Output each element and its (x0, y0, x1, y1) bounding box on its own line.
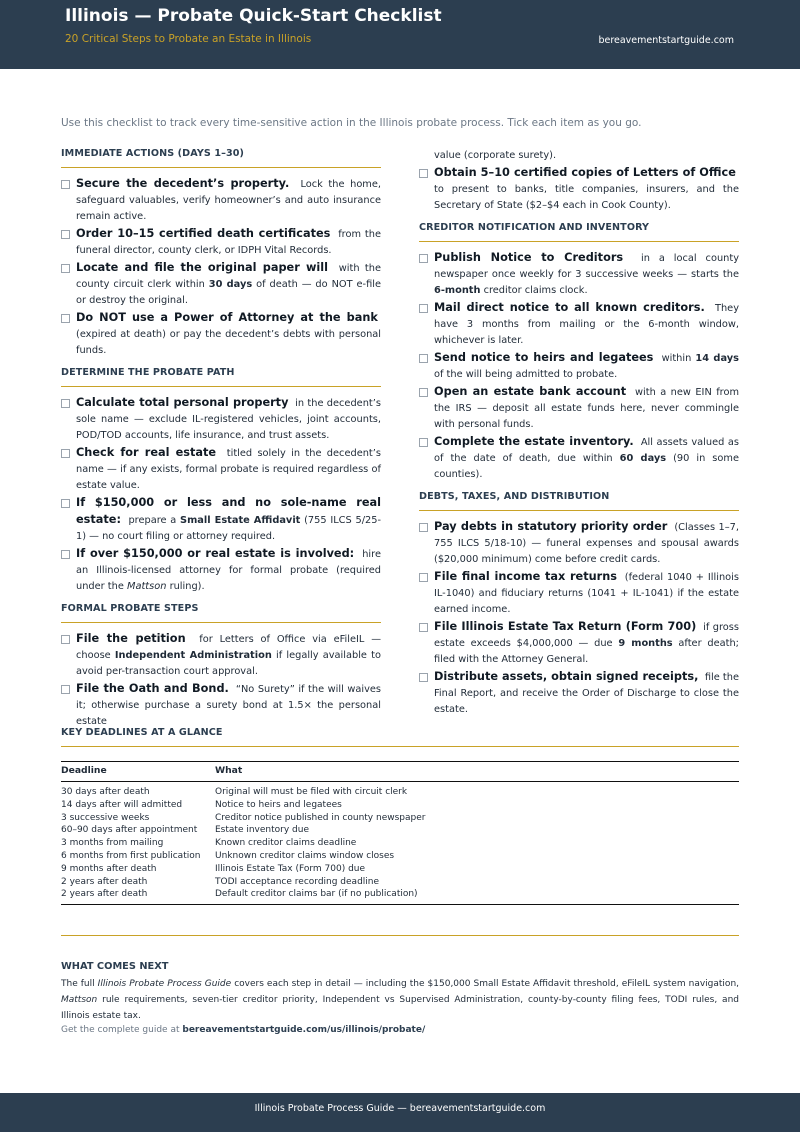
checkbox[interactable] (61, 550, 70, 559)
deadline-cell: 60–90 days after appointment (61, 825, 198, 836)
item-lead: Complete the estate inventory. (434, 435, 634, 448)
item-text: in the decedent’s sole name — exclude IL-registered vehicles, joint accounts, POD/TOD accounts, life insurance, and trust assets. (76, 398, 381, 441)
deadlines-table (61, 761, 739, 905)
item-lead: File final income tax returns (434, 570, 617, 583)
item-emphasis: 14 days (695, 353, 739, 364)
section-heading-path: DETERMINE THE PROBATE PATH (61, 367, 381, 387)
checklist-debts (419, 519, 739, 718)
page-footer (0, 1093, 800, 1132)
what-cell: TODI acceptance recording deadline (215, 876, 380, 887)
what-cell: Creditor notice published in county newspaper (215, 812, 426, 823)
item-text: They have 3 months from mailing or the 6-month window, whichever is later. (434, 303, 740, 346)
item-lead: Check for real estate (76, 446, 217, 459)
what-cell: Illinois Estate Tax (Form 700) due (215, 863, 366, 874)
checklist-item (61, 546, 381, 595)
item-lead: Obtain 5–10 certified copies of Letters of Office (434, 166, 736, 179)
checkbox[interactable] (419, 438, 428, 447)
item-emphasis: Small Estate Affidavit (180, 515, 301, 526)
section-heading-creditor: CREDITOR NOTIFICATION AND INVENTORY (419, 222, 739, 242)
item-emphasis: 9 months (618, 638, 673, 649)
item-emphasis: 6-month (434, 285, 481, 296)
checklist-item (419, 619, 739, 668)
item-text: with the county circuit clerk within (76, 263, 381, 290)
checklist-item (419, 519, 739, 568)
page-header (0, 0, 800, 69)
guide-title: Illinois Probate Process Guide (97, 979, 232, 989)
item-lead: Mail direct notice to all known creditors. (434, 301, 705, 314)
table-row (61, 812, 739, 825)
what-cell: Default creditor claims bar (if no publication) (215, 888, 739, 904)
checklist-formal-continued (419, 165, 739, 214)
item-text: of the will being admitted to probate. (434, 369, 618, 380)
item-text: with a new EIN from the IRS — deposit all estate funds here, never commingle with personal funds. (434, 387, 740, 430)
checklist-item (419, 300, 739, 349)
item-text: to present to banks, title companies, insurers, and the Secretary of State ($2–$4 each in Cook County). (434, 184, 739, 211)
checkbox[interactable] (61, 499, 70, 508)
next-text: The full (61, 979, 98, 989)
next-link-line (61, 1025, 739, 1035)
item-lead: Order 10–15 certified death certificates (76, 227, 331, 240)
what-cell: Estate inventory due (215, 825, 309, 836)
table-row (61, 782, 739, 799)
item-text: “No Surety” if the will waives it; otherwise purchase a surety bond at 1.5× the personal estate (76, 684, 381, 727)
checkbox[interactable] (419, 304, 428, 313)
checkbox[interactable] (61, 685, 70, 694)
checklist-item (61, 395, 381, 444)
item-lead: Open an estate bank account (434, 385, 627, 398)
intro-text: Use this checklist to track every time-sensitive action in the Illinois probate process. Tick each item as you go. (61, 117, 642, 129)
right-column (419, 148, 739, 719)
item-text: within (661, 353, 696, 364)
checklist-item (61, 495, 381, 545)
checkbox[interactable] (419, 673, 428, 682)
checklist-item (419, 569, 739, 618)
checkbox[interactable] (419, 523, 428, 532)
item-lead: Distribute assets, obtain signed receipts, (434, 670, 699, 683)
section-heading-formal: FORMAL PROBATE STEPS (61, 603, 381, 623)
checklist-item (61, 260, 381, 309)
item-text: after death; filed with the Attorney General. (434, 638, 739, 665)
checkbox[interactable] (419, 169, 428, 178)
continued-text: value (corporate surety). (434, 150, 557, 161)
link-lead-text: Get the complete guide at (61, 1025, 183, 1035)
item-lead: Publish Notice to Creditors (434, 251, 624, 264)
item-lead: Do NOT use a Power of Attorney at the bank (76, 311, 378, 324)
item-text: in a local county newspaper once weekly for 3 successive weeks — starts the (434, 253, 739, 280)
what-cell: Notice to heirs and legatees (215, 799, 342, 810)
what-comes-next (61, 961, 739, 1035)
item-lead: Send notice to heirs and legatees (434, 351, 654, 364)
checklist-formal (61, 631, 381, 730)
item-text: (755 ILCS 5/25-1) — no court filing or attorney required. (76, 515, 382, 542)
item-text: hire an Illinois-licensed attorney for formal probate (required under the (76, 549, 381, 592)
deadline-cell: 6 months from first publication (61, 850, 201, 861)
item-emphasis: Independent Administration (114, 650, 272, 661)
guide-link[interactable]: bereavementstartguide.com/us/illinois/probate/ (182, 1025, 426, 1035)
table-row (61, 850, 739, 863)
deadline-cell: 3 months from mailing (61, 838, 164, 849)
checkbox[interactable] (419, 573, 428, 582)
item-lead: Locate and file the original paper will (76, 261, 329, 274)
what-cell: Known creditor claims deadline (215, 838, 357, 849)
checklist-item (61, 226, 381, 259)
item-text: from the funeral director, county clerk, or IDPH Vital Records. (76, 229, 381, 256)
item-text: titled solely in the decedent’s name — if any exists, formal probate is required regardless of estate value. (76, 448, 381, 491)
what-cell: Original will must be filed with circuit clerk (215, 787, 408, 797)
item-text: (federal 1040 + Illinois IL-1040) and fiduciary returns (1041 + IL-1041) if the estate earned income. (434, 572, 739, 615)
next-paragraph (61, 976, 739, 1024)
item-italic: Mattson (127, 581, 167, 592)
item-text: (expired at death) or pay the decedent’s debts with personal funds. (76, 329, 381, 356)
table-header-row (61, 762, 739, 782)
section-heading-debts: DEBTS, TAXES, AND DISTRIBUTION (419, 491, 739, 511)
checklist-item (61, 445, 381, 494)
item-text: creditor claims clock. (480, 285, 588, 296)
footer-text: Illinois Probate Process Guide — bereavementstartguide.com (254, 1103, 546, 1114)
table-row (61, 876, 739, 889)
item-lead: File Illinois Estate Tax Return (Form 700) (434, 620, 697, 633)
deadline-cell: 2 years after death (61, 876, 148, 887)
next-heading: WHAT COMES NEXT (61, 961, 169, 972)
item-lead: File the petition (76, 632, 186, 645)
item-text: (90 in some counties). (434, 453, 739, 480)
item-text: if gross estate exceeds $4,000,000 — due (434, 622, 739, 649)
checkbox[interactable] (419, 354, 428, 363)
next-text: rule requirements, seven-tier creditor priority, Independent vs Supervised Administration, county-by-county filing fees, TODI rules, and Illinois estate tax. (61, 995, 739, 1021)
checklist-item (61, 310, 381, 359)
checklist-item (419, 384, 739, 433)
deadline-cell: 3 successive weeks (61, 812, 150, 823)
table-row (61, 863, 739, 876)
item-emphasis: 30 days (208, 279, 253, 290)
column-header-what: What (215, 762, 739, 782)
header-site-link[interactable]: bereavementstartguide.com (598, 35, 734, 46)
checkbox[interactable] (419, 388, 428, 397)
table-row (61, 824, 739, 837)
item-text: if legally available to avoid per-transaction court approval. (76, 650, 381, 677)
checklist-item (419, 165, 739, 214)
checklist-item (61, 631, 381, 680)
page-title: Illinois — Probate Quick-Start Checklist (65, 6, 442, 26)
item-lead: Pay debts in statutory priority order (434, 520, 668, 533)
checkbox[interactable] (61, 230, 70, 239)
item-text: prepare a (128, 515, 181, 526)
item-text: Lock the home, safeguard valuables, verify homeowner’s and auto insurance remain active. (76, 179, 381, 222)
item-text: All assets valued as of the date of death, due within (434, 437, 740, 464)
item-text: ruling). (166, 581, 205, 592)
item-text: of death — do NOT e-file or destroy the original. (76, 279, 381, 306)
checklist-creditor (419, 250, 739, 483)
key-deadlines (61, 727, 739, 905)
page-subtitle: 20 Critical Steps to Probate an Estate in Illinois (65, 33, 312, 45)
item-text: (Classes 1–7, 755 ILCS 5/18-10) — funeral expenses and spousal awards ($20,000 minimum) come before credit cards. (434, 522, 740, 565)
checkbox[interactable] (61, 264, 70, 273)
checkbox[interactable] (61, 449, 70, 458)
checkbox[interactable] (61, 399, 70, 408)
section-heading-deadlines: KEY DEADLINES AT A GLANCE (61, 727, 739, 747)
item-lead: Calculate total personal property (76, 396, 289, 409)
checklist-item (61, 681, 381, 730)
deadline-cell: 30 days after death (61, 787, 150, 797)
item-emphasis: 60 days (619, 453, 667, 464)
checkbox[interactable] (419, 254, 428, 263)
deadline-cell: 14 days after will admitted (61, 799, 183, 810)
checkbox[interactable] (419, 623, 428, 632)
checklist-item (419, 250, 739, 299)
checklist-path (61, 395, 381, 595)
column-header-deadline: Deadline (61, 762, 215, 782)
what-cell: Unknown creditor claims window closes (215, 850, 395, 861)
item-text: file the Final Report, and receive the Order of Discharge to close the estate. (434, 672, 739, 715)
item-lead: If $150,000 or less and no sole-name real estate: (76, 496, 381, 526)
checklist-item (61, 176, 381, 225)
table-row (61, 799, 739, 812)
checklist-immediate (61, 176, 381, 359)
deadlines-table-body (61, 782, 739, 905)
deadline-cell: 9 months after death (61, 863, 157, 874)
checkbox[interactable] (61, 314, 70, 323)
next-text: covers each step in detail — including the $150,000 Small Estate Affidavit threshold, eFileIL system navigation, (231, 979, 740, 989)
checklist-item (419, 350, 739, 383)
table-row (61, 837, 739, 850)
case-name: Mattson (61, 995, 98, 1005)
item-lead: If over $150,000 or real estate is involved: (76, 547, 355, 560)
left-column (61, 148, 381, 731)
section-heading-immediate: IMMEDIATE ACTIONS (DAYS 1–30) (61, 148, 381, 168)
item-lead: File the Oath and Bond. (76, 682, 229, 695)
checklist-item (419, 669, 739, 718)
checkbox[interactable] (61, 180, 70, 189)
checkbox[interactable] (61, 635, 70, 644)
deadline-cell: 2 years after death (61, 888, 215, 904)
item-text: for Letters of Office via eFileIL — choose (76, 634, 381, 661)
divider (61, 935, 739, 936)
checklist-item (419, 434, 739, 483)
item-lead: Secure the decedent’s property. (76, 177, 290, 190)
table-row (61, 888, 739, 904)
